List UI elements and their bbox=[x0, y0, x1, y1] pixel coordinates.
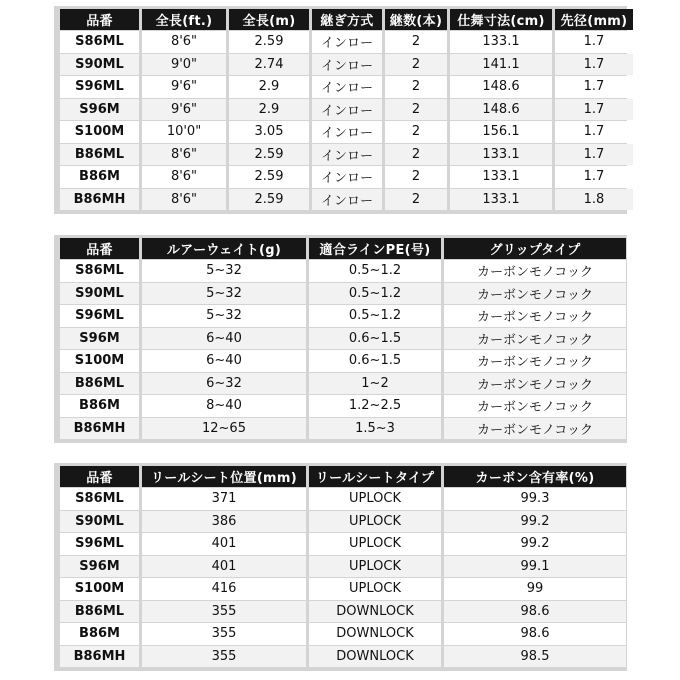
table-row bbox=[60, 76, 633, 98]
table-cell: 99.2 bbox=[444, 511, 626, 533]
table-cell: 148.6 bbox=[450, 76, 552, 98]
table-cell: 2 bbox=[385, 189, 447, 211]
table-cell: カーボンモノコック bbox=[444, 418, 626, 440]
table-cell: 8'6" bbox=[142, 166, 226, 188]
table-cell: DOWNLOCK bbox=[309, 601, 441, 623]
table-row bbox=[60, 283, 626, 305]
column-header: 品番 bbox=[60, 238, 139, 259]
table-cell: 1.7 bbox=[555, 31, 633, 53]
table-row bbox=[60, 488, 626, 510]
table-cell: 401 bbox=[142, 533, 306, 555]
table-cell: 141.1 bbox=[450, 54, 552, 76]
table-cell: インロー bbox=[312, 121, 382, 143]
column-header: 品番 bbox=[60, 9, 139, 30]
table-cell: 2 bbox=[385, 166, 447, 188]
table-cell: インロー bbox=[312, 76, 382, 98]
table-row bbox=[60, 166, 633, 188]
table-cell: カーボンモノコック bbox=[444, 395, 626, 417]
table-cell: 5~32 bbox=[142, 283, 306, 305]
table-body bbox=[60, 31, 633, 210]
table-cell: カーボンモノコック bbox=[444, 305, 626, 327]
table-cell: 98.5 bbox=[444, 646, 626, 668]
table-cell: 9'6" bbox=[142, 99, 226, 121]
column-header: 仕舞寸法(cm) bbox=[450, 9, 552, 30]
table-cell: 1.7 bbox=[555, 99, 633, 121]
table-row bbox=[60, 533, 626, 555]
table-cell: 5~32 bbox=[142, 260, 306, 282]
table-cell: 355 bbox=[142, 646, 306, 668]
model-cell: S96ML bbox=[60, 533, 139, 555]
table-cell: 0.5~1.2 bbox=[309, 283, 441, 305]
table-cell: 2.59 bbox=[229, 31, 309, 53]
table-cell: 2.59 bbox=[229, 166, 309, 188]
table-cell: 0.5~1.2 bbox=[309, 260, 441, 282]
table-body bbox=[60, 488, 626, 667]
table-cell: 9'6" bbox=[142, 76, 226, 98]
model-cell: S90ML bbox=[60, 283, 139, 305]
column-header: 全長(ft.) bbox=[142, 9, 226, 30]
table-cell: 5~32 bbox=[142, 305, 306, 327]
table-cell: 1.5~3 bbox=[309, 418, 441, 440]
table-row bbox=[60, 260, 626, 282]
table-cell: 355 bbox=[142, 623, 306, 645]
table-cell: 6~32 bbox=[142, 373, 306, 395]
table-cell: 2.9 bbox=[229, 99, 309, 121]
table-row bbox=[60, 189, 633, 211]
table-cell: 2.59 bbox=[229, 144, 309, 166]
table-row bbox=[60, 121, 633, 143]
table-row bbox=[60, 418, 626, 440]
table-cell: 133.1 bbox=[450, 166, 552, 188]
table-cell: 2 bbox=[385, 99, 447, 121]
table-cell: インロー bbox=[312, 144, 382, 166]
table-cell: 8'6" bbox=[142, 189, 226, 211]
table-cell: 2 bbox=[385, 121, 447, 143]
table-cell: インロー bbox=[312, 54, 382, 76]
header-row bbox=[60, 238, 626, 259]
header-row bbox=[60, 9, 633, 30]
model-cell: S96ML bbox=[60, 76, 139, 98]
table-body bbox=[60, 260, 626, 439]
table-cell: 0.6~1.5 bbox=[309, 328, 441, 350]
table-cell: 0.6~1.5 bbox=[309, 350, 441, 372]
column-header: リールシート位置(mm) bbox=[142, 466, 306, 487]
model-cell: S90ML bbox=[60, 54, 139, 76]
model-cell: S86ML bbox=[60, 260, 139, 282]
column-header: カーボン含有率(%) bbox=[444, 466, 626, 487]
model-cell: B86MH bbox=[60, 646, 139, 668]
spec-table-dimensions bbox=[54, 6, 627, 214]
model-cell: B86M bbox=[60, 166, 139, 188]
table-cell: 10'0" bbox=[142, 121, 226, 143]
column-header: グリップタイプ bbox=[444, 238, 626, 259]
table-cell: カーボンモノコック bbox=[444, 260, 626, 282]
model-cell: S100M bbox=[60, 350, 139, 372]
table-cell: 98.6 bbox=[444, 623, 626, 645]
table-cell: 1.7 bbox=[555, 166, 633, 188]
model-cell: S86ML bbox=[60, 31, 139, 53]
table-cell: インロー bbox=[312, 189, 382, 211]
table-cell: 133.1 bbox=[450, 144, 552, 166]
table-cell: カーボンモノコック bbox=[444, 283, 626, 305]
table-cell: 2 bbox=[385, 31, 447, 53]
model-cell: S96M bbox=[60, 556, 139, 578]
table-row bbox=[60, 99, 633, 121]
table-row bbox=[60, 511, 626, 533]
column-header: ルアーウェイト(g) bbox=[142, 238, 306, 259]
table-cell: 8~40 bbox=[142, 395, 306, 417]
table-row bbox=[60, 578, 626, 600]
table-row bbox=[60, 373, 626, 395]
column-header: 先径(mm) bbox=[555, 9, 633, 30]
table-cell: インロー bbox=[312, 99, 382, 121]
model-cell: S100M bbox=[60, 121, 139, 143]
table-cell: 371 bbox=[142, 488, 306, 510]
table-row bbox=[60, 623, 626, 645]
table-cell: UPLOCK bbox=[309, 488, 441, 510]
table-cell: 355 bbox=[142, 601, 306, 623]
table-cell: UPLOCK bbox=[309, 533, 441, 555]
table-cell: 133.1 bbox=[450, 31, 552, 53]
column-header: リールシートタイプ bbox=[309, 466, 441, 487]
table-cell: 1~2 bbox=[309, 373, 441, 395]
table-cell: 156.1 bbox=[450, 121, 552, 143]
model-cell: S100M bbox=[60, 578, 139, 600]
table-cell: 133.1 bbox=[450, 189, 552, 211]
model-cell: B86ML bbox=[60, 144, 139, 166]
model-cell: B86ML bbox=[60, 373, 139, 395]
table-cell: 6~40 bbox=[142, 328, 306, 350]
table-cell: 2.9 bbox=[229, 76, 309, 98]
table-cell: 1.7 bbox=[555, 76, 633, 98]
model-cell: B86MH bbox=[60, 418, 139, 440]
table-cell: UPLOCK bbox=[309, 556, 441, 578]
table-row bbox=[60, 144, 633, 166]
table-cell: 416 bbox=[142, 578, 306, 600]
table-cell: UPLOCK bbox=[309, 511, 441, 533]
spec-table-reelseat-carbon bbox=[54, 463, 627, 671]
table-cell: 99.1 bbox=[444, 556, 626, 578]
table-cell: 99.2 bbox=[444, 533, 626, 555]
table-cell: 99.3 bbox=[444, 488, 626, 510]
table-cell: 1.7 bbox=[555, 121, 633, 143]
table-row bbox=[60, 350, 626, 372]
table-cell: 8'6" bbox=[142, 144, 226, 166]
model-cell: S96M bbox=[60, 99, 139, 121]
table-row bbox=[60, 31, 633, 53]
table-cell: 99 bbox=[444, 578, 626, 600]
table-cell: カーボンモノコック bbox=[444, 350, 626, 372]
table-cell: 12~65 bbox=[142, 418, 306, 440]
model-cell: B86MH bbox=[60, 189, 139, 211]
column-header: 全長(m) bbox=[229, 9, 309, 30]
table-cell: 1.7 bbox=[555, 54, 633, 76]
column-header: 継ぎ方式 bbox=[312, 9, 382, 30]
table-cell: 8'6" bbox=[142, 31, 226, 53]
model-cell: S90ML bbox=[60, 511, 139, 533]
model-cell: S96ML bbox=[60, 305, 139, 327]
table-cell: DOWNLOCK bbox=[309, 646, 441, 668]
table-cell: 148.6 bbox=[450, 99, 552, 121]
model-cell: B86M bbox=[60, 623, 139, 645]
table-row bbox=[60, 328, 626, 350]
table-cell: 1.8 bbox=[555, 189, 633, 211]
table-cell: 1.7 bbox=[555, 144, 633, 166]
table-row bbox=[60, 305, 626, 327]
table-cell: カーボンモノコック bbox=[444, 373, 626, 395]
model-cell: S86ML bbox=[60, 488, 139, 510]
spec-table-lure-line-grip bbox=[54, 235, 627, 443]
model-cell: B86ML bbox=[60, 601, 139, 623]
table-row bbox=[60, 54, 633, 76]
column-header: 継数(本) bbox=[385, 9, 447, 30]
table-cell: 2 bbox=[385, 144, 447, 166]
column-header: 品番 bbox=[60, 466, 139, 487]
table-cell: カーボンモノコック bbox=[444, 328, 626, 350]
table-cell: 98.6 bbox=[444, 601, 626, 623]
model-cell: S96M bbox=[60, 328, 139, 350]
table-cell: 0.5~1.2 bbox=[309, 305, 441, 327]
table-cell: 2 bbox=[385, 54, 447, 76]
header-row bbox=[60, 466, 626, 487]
table-cell: インロー bbox=[312, 166, 382, 188]
table-cell: UPLOCK bbox=[309, 578, 441, 600]
table-cell: DOWNLOCK bbox=[309, 623, 441, 645]
model-cell: B86M bbox=[60, 395, 139, 417]
table-cell: 2 bbox=[385, 76, 447, 98]
column-header: 適合ラインPE(号) bbox=[309, 238, 441, 259]
table-cell: 1.2~2.5 bbox=[309, 395, 441, 417]
table-row bbox=[60, 646, 626, 668]
table-cell: 386 bbox=[142, 511, 306, 533]
table-row bbox=[60, 395, 626, 417]
table-cell: 2.74 bbox=[229, 54, 309, 76]
table-cell: インロー bbox=[312, 31, 382, 53]
table-cell: 401 bbox=[142, 556, 306, 578]
table-row bbox=[60, 556, 626, 578]
table-row bbox=[60, 601, 626, 623]
table-cell: 9'0" bbox=[142, 54, 226, 76]
table-cell: 6~40 bbox=[142, 350, 306, 372]
table-cell: 2.59 bbox=[229, 189, 309, 211]
table-cell: 3.05 bbox=[229, 121, 309, 143]
